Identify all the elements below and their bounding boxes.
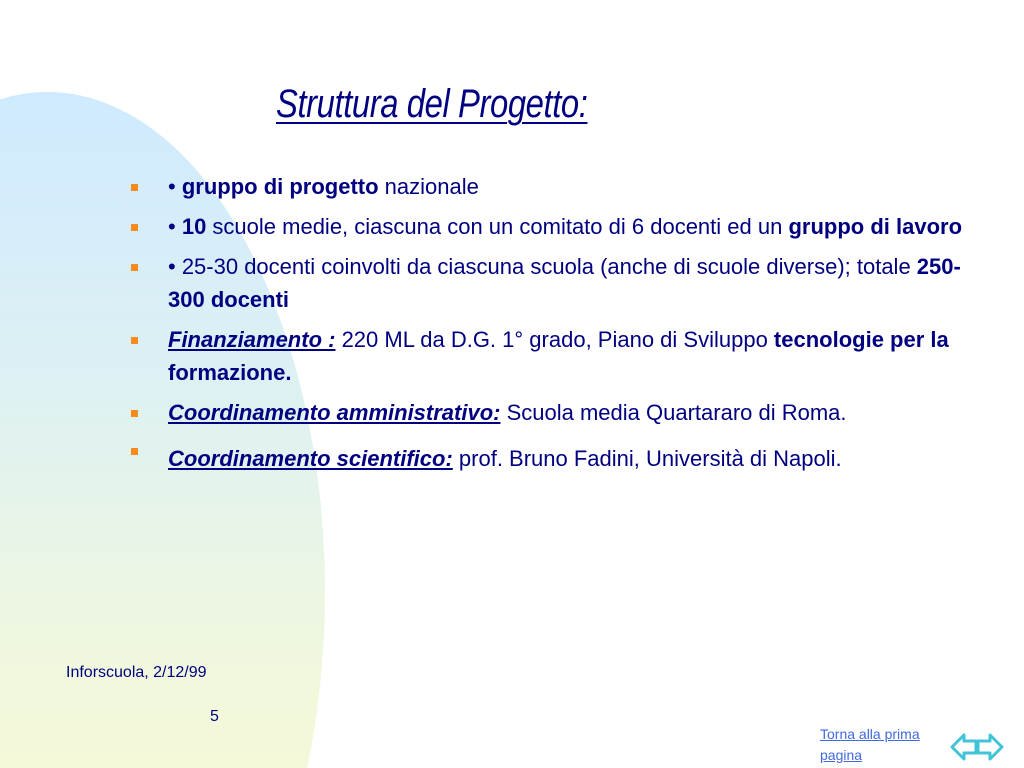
item-label: Finanziamento :	[168, 327, 336, 352]
list-item	[126, 323, 986, 389]
forward-arrow-icon[interactable]	[978, 735, 1002, 759]
item-text: scuole medie, ciascuna con un comitato di 6 docenti ed un	[206, 214, 789, 239]
list-item	[126, 170, 986, 203]
square-bullet-icon	[131, 448, 138, 455]
list-item	[126, 250, 986, 316]
back-arrow-icon[interactable]	[952, 735, 976, 759]
square-bullet-icon	[131, 264, 138, 271]
list-item	[126, 210, 986, 243]
item-text: prof. Bruno Fadini, Università di Napoli.	[452, 446, 842, 471]
square-bullet-icon	[131, 184, 138, 191]
bullet-list	[126, 170, 986, 489]
item-text: 220 ML da D.G. 1° grado, Piano di Sviluppo	[335, 327, 774, 352]
footer-text: Inforscuola, 2/12/99	[66, 664, 207, 681]
item-bold-lead: gruppo di progetto	[181, 174, 379, 199]
dot-mark: •	[168, 254, 176, 279]
item-label: Coordinamento scientifico:	[168, 446, 453, 471]
square-bullet-icon	[131, 224, 138, 231]
item-text: nazionale	[378, 174, 479, 199]
navigation-arrows[interactable]	[950, 730, 1004, 764]
home-link[interactable]: Torna alla prima pagina	[820, 726, 920, 763]
item-bold-tail: 250-300 docenti	[168, 254, 961, 312]
item-label: Coordinamento amministrativo:	[168, 400, 501, 425]
list-item	[126, 396, 986, 429]
square-bullet-icon	[131, 410, 138, 417]
list-item	[126, 436, 986, 482]
nav-arrows-svg	[950, 730, 1004, 764]
item-bold-lead: 10	[181, 214, 207, 239]
item-text: 25-30 docenti coinvolti da ciascuna scuola (anche di scuole diverse); totale	[175, 254, 917, 279]
slide-title: Struttura del Progetto:	[276, 82, 588, 126]
item-bold-tail: tecnologie per la formazione.	[168, 327, 949, 385]
square-bullet-icon	[131, 337, 138, 344]
item-text: Scuola media Quartararo di Roma.	[500, 400, 847, 425]
dot-mark: •	[168, 174, 176, 199]
page-number: 5	[210, 708, 219, 725]
item-bold-tail: gruppo di lavoro	[788, 214, 963, 239]
dot-mark: •	[168, 214, 176, 239]
